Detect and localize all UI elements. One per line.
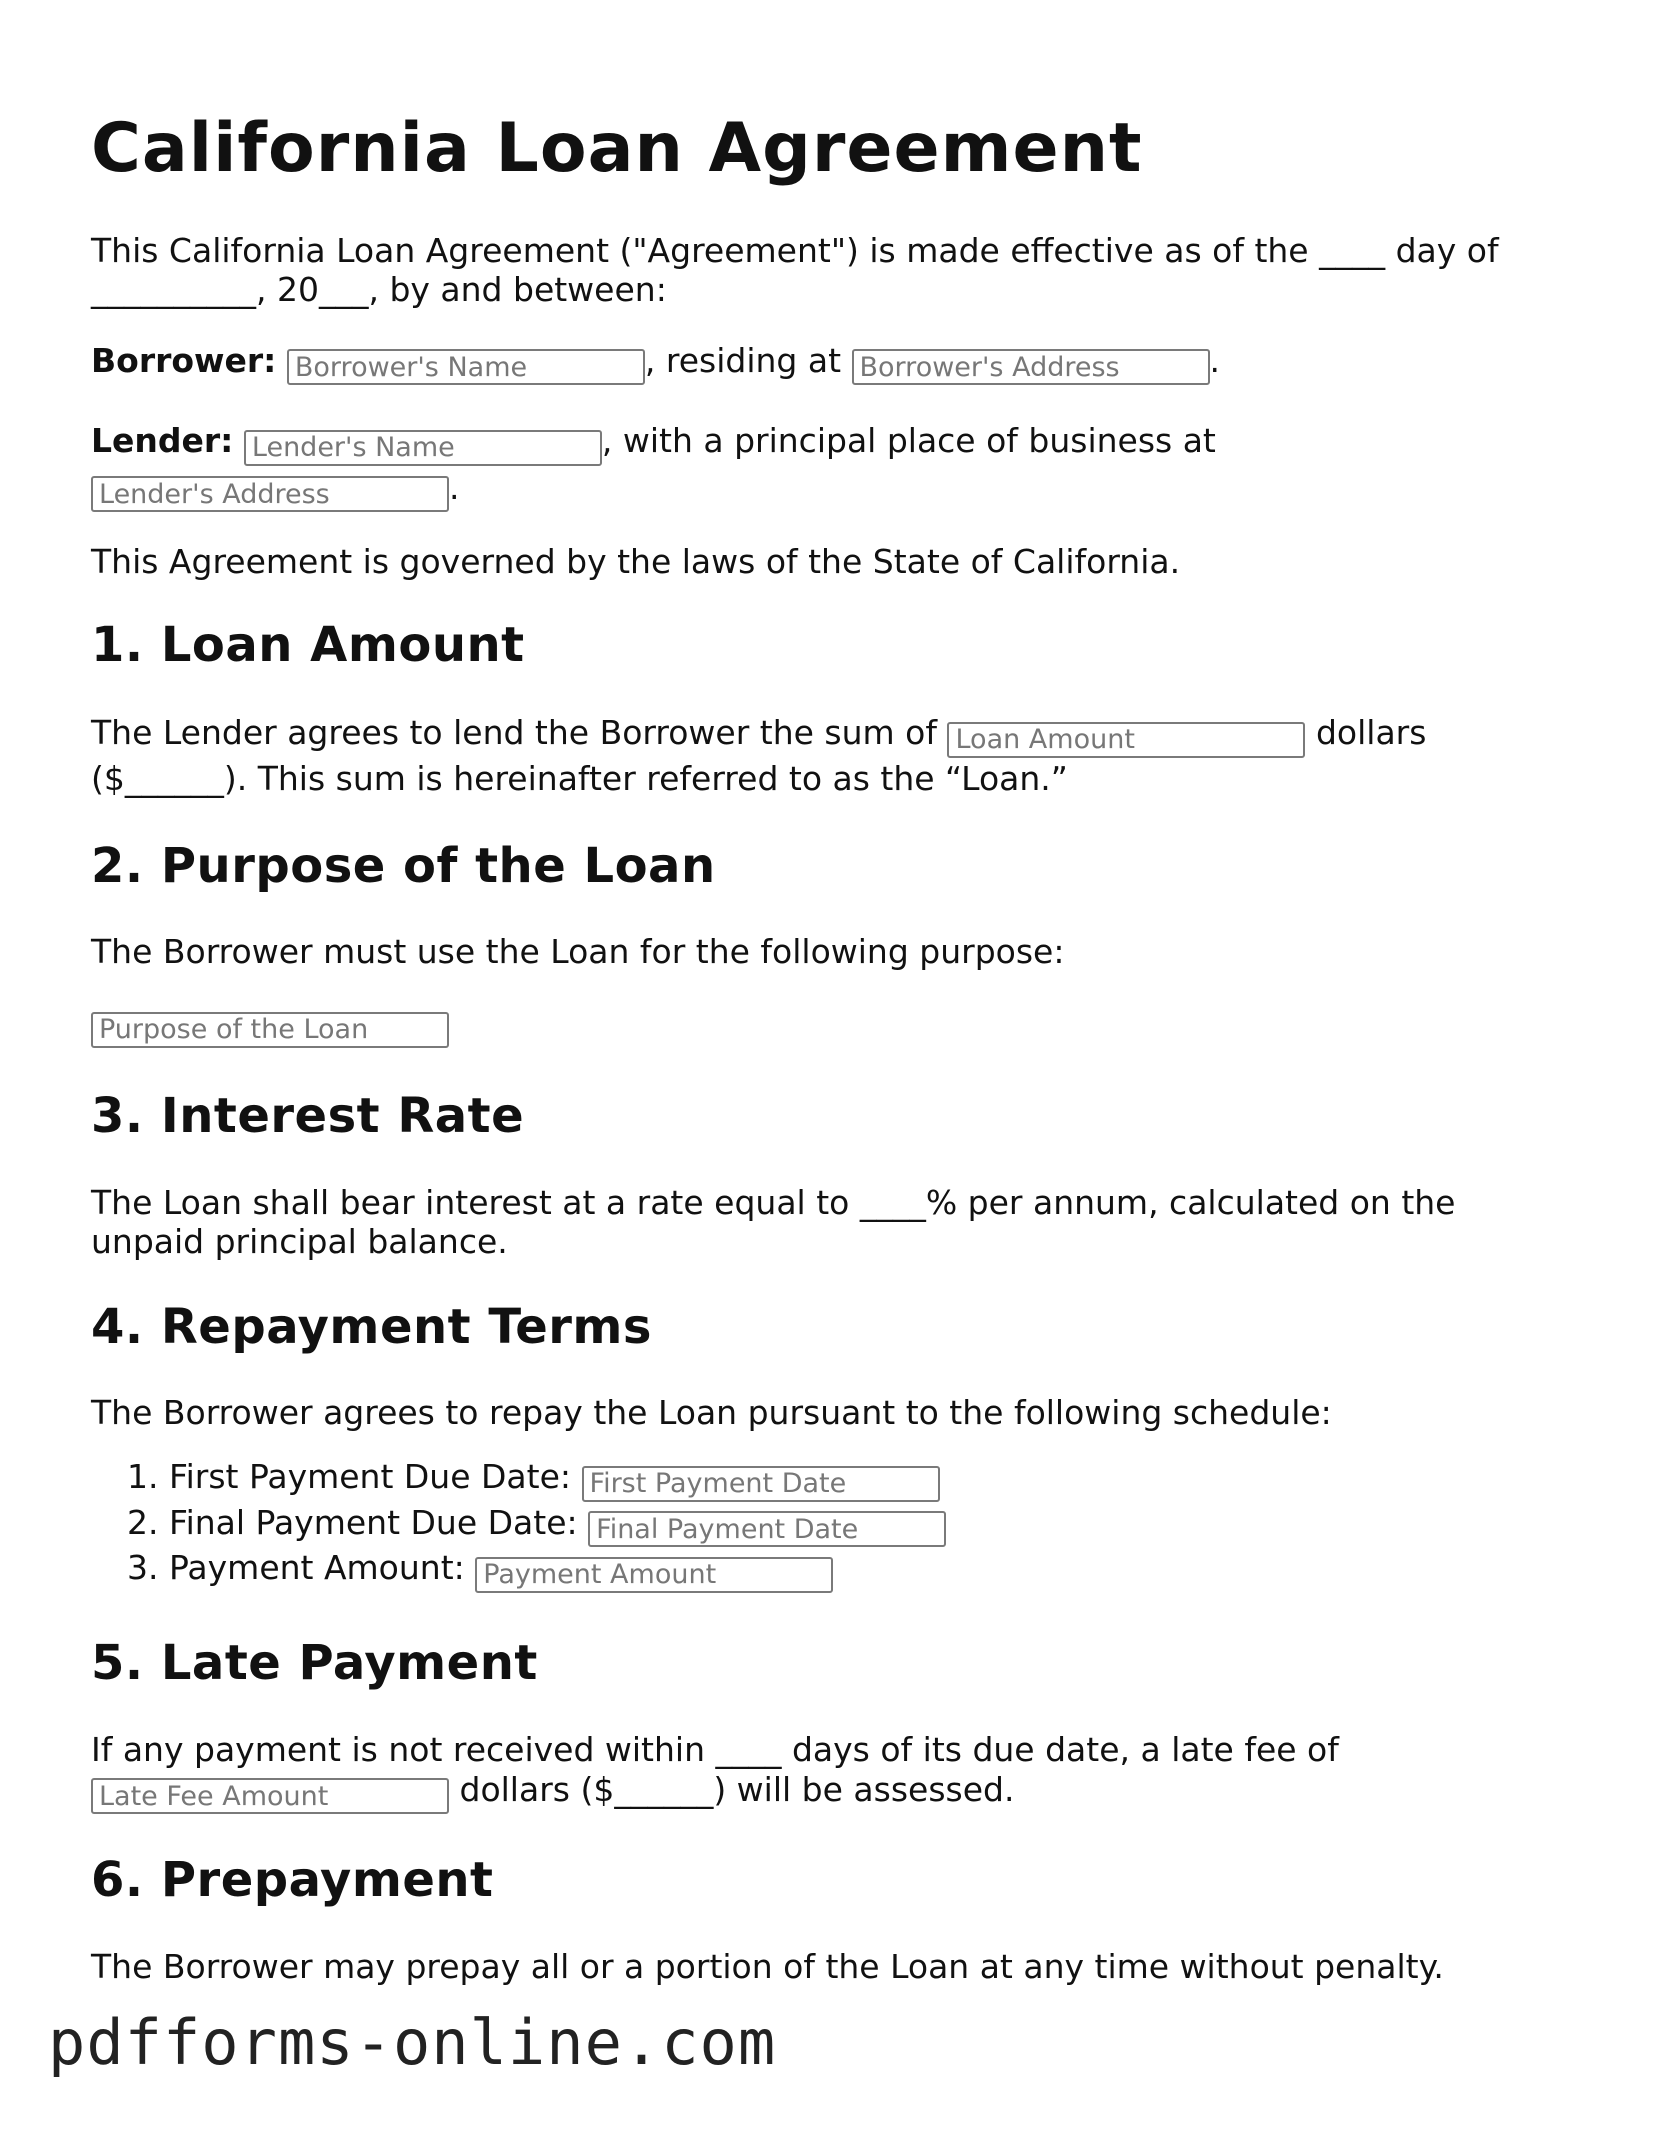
- list-item: [169, 1456, 1571, 1502]
- section-purpose-heading: 2. Purpose of the Loan: [91, 837, 716, 894]
- loan-amount-field[interactable]: [947, 722, 1305, 758]
- loan-amount-pre-text: The Lender agrees to lend the Borrower the sum of: [91, 713, 937, 753]
- lender-end-text: .: [449, 467, 460, 507]
- payment-amount-field[interactable]: [475, 1557, 833, 1593]
- late-payment-paragraph: [91, 1730, 1571, 1815]
- borrower-label: Borrower:: [91, 340, 277, 380]
- payment-amount-label: Payment Amount:: [169, 1548, 465, 1588]
- purpose-field[interactable]: [91, 1012, 449, 1048]
- watermark-text: pdfforms-online.com: [48, 2006, 777, 2079]
- borrower-address-field[interactable]: [852, 349, 1210, 385]
- repayment-schedule-list: [91, 1456, 1571, 1593]
- prepayment-text: The Borrower may prepay all or a portion of the Loan at any time without penalty.: [91, 1947, 1444, 1987]
- section-interest-heading: 3. Interest Rate: [91, 1087, 525, 1144]
- lender-name-field[interactable]: [244, 430, 602, 466]
- document-page: [91, 109, 1571, 2010]
- purpose-field-row: [91, 1003, 1571, 1048]
- lender-address-field[interactable]: [91, 476, 449, 512]
- interest-text: The Loan shall bear interest at a rate equal to ____% per annum, calculated on the unpaid principal balance.: [91, 1182, 1456, 1261]
- first-payment-date-field[interactable]: [582, 1466, 940, 1502]
- list-item: [169, 1547, 1571, 1593]
- late-fee-field[interactable]: [91, 1778, 449, 1814]
- borrower-end-text: .: [1209, 340, 1221, 380]
- loan-amount-post-text: dollars ($______). This sum is hereinafter referred to as the “Loan.”: [91, 713, 1427, 798]
- section-late-payment-heading: 5. Late Payment: [91, 1634, 538, 1691]
- intro-paragraph: This California Loan Agreement ("Agreement") is made effective as of the ____ day of __________, 20___, by and between:: [91, 230, 1499, 309]
- section-loan-amount-heading: 1. Loan Amount: [91, 617, 525, 674]
- purpose-text: The Borrower must use the Loan for the following purpose:: [91, 932, 1065, 972]
- late-payment-post-text: dollars ($______) will be assessed.: [459, 1769, 1015, 1809]
- list-item: [169, 1502, 1571, 1548]
- borrower-name-field[interactable]: [287, 349, 645, 385]
- lender-line: [91, 419, 1571, 512]
- final-payment-date-field[interactable]: [588, 1511, 946, 1547]
- lender-label: Lender:: [91, 421, 234, 461]
- late-payment-pre-text: If any payment is not received within ____ days of its due date, a late fee of: [91, 1729, 1339, 1769]
- borrower-line: [91, 341, 1571, 386]
- first-payment-label: First Payment Due Date:: [169, 1457, 572, 1497]
- loan-amount-paragraph: [91, 712, 1571, 800]
- section-prepayment-heading: 6. Prepayment: [91, 1852, 494, 1909]
- section-repayment-heading: 4. Repayment Terms: [91, 1298, 652, 1355]
- final-payment-label: Final Payment Due Date:: [169, 1502, 578, 1542]
- governing-law-text: This Agreement is governed by the laws of the State of California.: [91, 542, 1181, 582]
- borrower-mid-text: , residing at: [644, 340, 842, 380]
- document-title: California Loan Agreement: [91, 109, 1143, 188]
- repayment-text: The Borrower agrees to repay the Loan pursuant to the following schedule:: [91, 1393, 1332, 1433]
- lender-mid-text: , with a principal place of business at: [601, 421, 1216, 461]
